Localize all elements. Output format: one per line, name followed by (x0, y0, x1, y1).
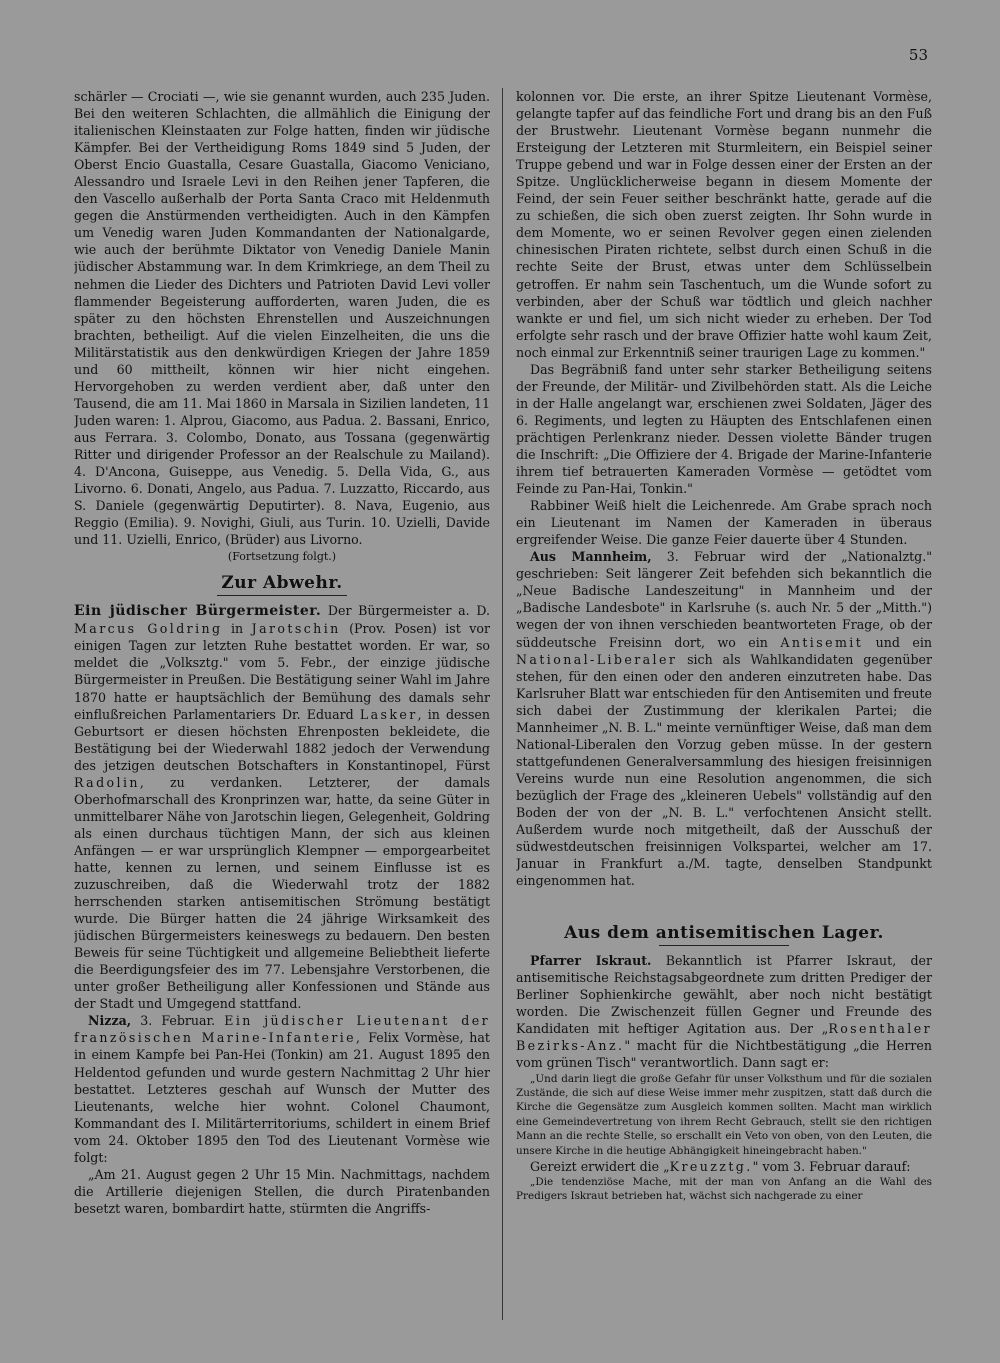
mayor-place: Jarotschin (251, 621, 341, 637)
name-radolin: Radolin (74, 774, 140, 790)
mannheim-paragraph (516, 548, 932, 889)
iskraut-lead: Pfarrer Iskraut. (530, 953, 652, 969)
mayor-paragraph (74, 602, 490, 1012)
mayor-name: Marcus Goldring (74, 621, 223, 637)
iskraut-text-b: " macht für die Nichtbestätigung „die Herren vom grünen Tisch" verantwortlich. Dann sagt er: (516, 1038, 932, 1071)
section-title-zur-abwehr: Zur Abwehr. (221, 573, 343, 594)
mayor-text-c: (Prov. Posen) ist vor einigen Tagen zur letzten Ruhe bestattet worden. Er war, so meldet die „Volksztg." vom 5. Febr., der einzige jüdische Bürgermeister in Preußen. Die Bestätigung seiner Wahl im Jahre 1870 hatte er hauptsächlich der Bemühung des damals sehr einflußreichen Parlamentariers Dr. Eduard (74, 621, 490, 722)
kreuzztg-paragraph (516, 1158, 932, 1175)
nizza-text-a: 3. Februar. (131, 1013, 225, 1029)
article-columns (74, 88, 932, 1328)
continued-note: (Fortsetzung folgt.) (227, 550, 337, 564)
mannheim-nationalliberal: National-Liberaler (516, 651, 678, 667)
nizza-spaced: Ein jüdischer Lieutenant der französischen Marine-Infanterie, (74, 1013, 490, 1046)
battle-report-continued: kolonnen vor. Die erste, an ihrer Spitze Lieutenant Vormèse, gelangte tapfer auf das feindliche Fort und drang bis an den Fuß der Brustwehr. Lieutenant Vormèse begann nunmehr die Ersteigung der Letzteren mit Sturmleitern, ein Beispiel seiner Truppe gebend und war in Folge dessen einer der Ersten an der Spitze. Unglücklicherweise begann in diesem Momente der Feind, der sein Feuer seither beschränkt hatte, gerade auf die zu schießen, die sich oben zuerst zeigten. Ihr Sohn wurde in dem Momente, wo er seinen Revolver gegen einen zielenden chinesischen Piraten richtete, selbst durch einen Schuß in die rechte Seite der Brust, etwas unter dem Schlüsselbein getroffen. Er nahm sein Taschentuch, um die Wunde sofort zu verbinden, aber der Schuß war tödtlich und gleich nachher wankte er und fiel, um sich nicht wieder zu erheben. Der Tod erfolgte sehr rasch und der brave Offizier hatte wohl kaum Zeit, noch einmal zur Erkenntniß seiner traurigen Lage zu kommen." (516, 89, 932, 360)
mayor-text-b: in (222, 621, 252, 637)
nizza-text-b: Felix Vormèse, hat in einem Kampfe bei Pan-Hei (Tonkin) am 21. August 1895 den Heldentod gefunden und wurde gestern Nachmittag 2 Uhr hier bestattet. Letzteres geschah auf Wunsch der Mutter des Lieutenants, welche hier wohnt. Colonel Chaumont, Kommandant des I. Militärterritoriums, schildert in einem Brief vom 24. Oktober 1895 den Tod des Lieutenant Vormèse wie folgt: (74, 1030, 490, 1165)
name-lasker: Lasker (359, 706, 418, 722)
mayor-text-a: Der Bürgermeister a. D. (321, 603, 490, 619)
iskraut-spaced: Rosenthaler Bezirks-Anz. (516, 1021, 932, 1054)
nizza-lead: Nizza, (88, 1013, 132, 1029)
section-rule (217, 595, 347, 596)
mannheim-text-a: 3. Februar wird der „Nationalztg." geschrieben: Seit längerer Zeit befehden sich bekanntlich die „Neue Badische Landeszeitung" in Mannheim und der „Badische Landesbote" in Karlsruhe (s. auch Nr. 5 der „Mitth.") wegen der von ihnen verschieden beantworteten Frage, ob der süddeutsche Freisinn dort, wo ein (516, 549, 932, 650)
kreuzztg-text-a: Gereizt erwidert die „ (530, 1158, 670, 1174)
iskraut-text-a: Bekanntlich ist Pfarrer Iskraut, der antisemitische Reichstagsabgeordnete zum dritten Prediger der Berliner Sophienkirche gewählt, aber noch nicht bestätigt worden. Die Zwischenzeit füllen Gegner und Freunde des Kandidaten mit heftiger Agitation aus. Der „ (516, 953, 932, 1037)
section-title-antisemitic-camp: Aus dem antisemitischen Lager. (564, 923, 884, 944)
kreuzztg-text-b: " vom 3. Februar darauf: (752, 1158, 911, 1174)
sub-title-mayor: Ein jüdischer Bürgermeister. (74, 603, 322, 620)
section-rule-2 (659, 945, 789, 946)
rabbi-paragraph: Rabbiner Weiß hielt die Leichenrede. Am Grabe sprach noch ein Lieutenant im Namen der Kameraden in überaus ergreifender Weise. Die ganze Feier dauerte über 4 Stunden. (516, 498, 932, 548)
funeral-paragraph: Das Begräbniß fand unter sehr starker Betheiligung seitens der Freunde, der Militär- und Zivilbehörden statt. Als die Leiche in der Halle angelangt war, erschienen zwei Soldaten, Jäger des 6. Regiments, und legten zu Häupten des Entschlafenen einen prächtigen Perlenkranz nieder. Dessen violette Bänder trugen die Inschrift: „Die Offiziere der 4. Brigade der Marine-Infanterie ihrem tief betrauerten Kameraden Vormèse — getödtet vom Feinde zu Pan-Hai, Tonkin." (516, 361, 932, 497)
mayor-text-e: , zu verdanken. Letzterer, der damals Oberhofmarschall des Kronprinzen war, hatte, da seine Güter in unmittelbarer Nähe von Jarotschin liegen, Gelegenheit, Goldring als einen durchaus tüchtigen Mann, der sich aus kleinen Anfängen — er war ursprünglich Klempner — emporgearbeitet hatte, kennen zu lernen, und seinem Einflusse ist es zuzuschreiben, daß die Wiederwahl trotz der 1882 herrschenden starken antisemitischen Strömung bestätigt wurde. Die Bürger hatten die 24 jährige Wirksamkeit des jüdischen Bürgermeisters keineswegs zu bedauern. Den besten Beweis für seine Tüchtigkeit und allgemeine Beliebtheit lieferte die Beerdigungsfeier des im 77. Lebensjahre Verstorbenen, die unter großer Betheiligung aller Konfessionen und Stände aus der Stadt und Umgegend stattfand. (74, 774, 490, 1012)
italy-jewish-soldiers-paragraph: schärler — Crociati —, wie sie genannt wurden, auch 235 Juden. Bei den weiteren Schlachten, die allmählich die Einigung der italienischen Kleinstaaten zur Folge hatten, finden wir jüdische Kämpfer. Bei der Vertheidigung Roms 1849 sind 5 Juden, der Oberst Encio Guastalla, Cesare Guastalla, Giacomo Veniciano, Alessandro und Israele Levi in den Reihen jener Tapferen, die den Vascello außerhalb der Porta Santa Craco mit Heldenmuth gegen die Anstürmenden vertheidigten. Auch in den Kämpfen um Venedig waren Juden Kommandanten der Nationalgarde, wie auch der berühmte Diktator von Venedig Daniele Manin jüdischer Abstammung war. In dem Krimkriege, an dem Theil zu nehmen die Lieder des Dichters und Patrioten David Levi voller flammender Begeisterung aufforderten, waren Juden, die es später zu den höchsten Ehrenstellen und Auszeichnungen brachten, betheiligt. Auf die vielen Einzelheiten, die uns die Militärstatistik aus den denkwürdigen Kriegen der Jahre 1859 und 60 mittheilt, können wir hier nicht eingehen. Hervorgehoben zu werden verdient aber, daß unter den Tausend, die am 11. Mai 1860 in Marsala in Sizilien landeten, 11 Juden waren: 1. Alprou, Giacomo, aus Padua. 2. Bassani, Enrico, aus Ferrara. 3. Colombo, Donato, aus Tossana (gegenwärtig Ritter und dirigender Professor an der Realschule zu Mailand). 4. D'Ancona, Guiseppe, aus Venedig. 5. Della Vida, G., aus Livorno. 6. Donati, Angelo, aus Padua. 7. Luzzatto, Riccardo, aus S. Daniele (gegenwärtig Deputirter). 8. Nava, Eugenio, aus Reggio (Emilia). 9. Novighi, Giuli, aus Turin. 10. Uzielli, Davide und 11. Uzielli, Enrico, (Brüder) aus Livorno. (74, 89, 490, 548)
mannheim-text-b: und ein (863, 634, 932, 650)
kreuzztg-spaced: Kreuzztg. (669, 1158, 753, 1174)
mannheim-antisemit: Antisemit (780, 634, 864, 650)
mannheim-lead: Aus Mannheim, (530, 549, 652, 565)
page-number: 53 (908, 46, 928, 64)
quote-kreuzztg: „Die tendenziöse Mache, mit der man von Anfang an die Wahl des Predigers Iskraut betrieben hat, wächst sich nachgerade zu einer (516, 1176, 932, 1203)
mannheim-text-c: sich als Wahlkandidaten gegenüber stehen, für den einen oder den anderen einzutreten habe. Das Karlsruher Blatt war entschieden für den Antisemiten und freute sich dabei der Zustimmung der klerikalen Partei; die Mannheimer „N. B. L." meinte vernünftiger Weise, daß man dem National-Liberalen den Vorzug geben müsse. In der gestern stattgefundenen Generalversammlung des hiesigen freisinnigen Vereins wurde nun eine Resolution angenommen, die sich bezüglich der Frage des „kleineren Uebels" vollständig auf den Boden der von der „N. B. L." verfochtenen Ansicht stellt. Außerdem wurde noch mitgetheilt, daß der Ausschuß der südwestdeutschen freisinnigen Volkspartei, welcher am 17. Januar in Frankfurt a./M. tagte, denselben Standpunkt eingenommen hat. (516, 651, 932, 889)
left-column (74, 88, 490, 1328)
battle-report-start: „Am 21. August gegen 2 Uhr 15 Min. Nachmittags, nachdem die Artillerie diejenigen Stellen, die durch Piratenbanden besetzt waren, bombardirt hatte, stürmten die Angriffs- (74, 1166, 490, 1216)
nizza-paragraph (74, 1012, 490, 1165)
iskraut-paragraph (516, 952, 932, 1071)
mayor-text-d: , in dessen Geburtsort er diesen höchsten Ehrenposten bekleidete, die Bestätigung bei der Wiederwahl 1882 jedoch der Verwendung des jetzigen deutschen Botschafters in Konstantinopel, Fürst (74, 706, 490, 773)
quote-rosenthaler: „Und darin liegt die große Gefahr für unser Volksthum und für die sozialen Zustände, die sich auf diese Weise immer mehr zuspitzen, statt daß durch die Kirche die Gegensätze zum Ausgleich kommen sollten. Macht man wirklich eine Gemeindevertretung von ihrem Recht Gebrauch, stellt sie den richtigen Mann an die rechte Stelle, so erschallt ein Veto von oben, von den Leuten, die unsere Kirche in die heutige Abhängigkeit hineingebracht haben." (516, 1072, 932, 1157)
right-column (516, 88, 932, 1328)
